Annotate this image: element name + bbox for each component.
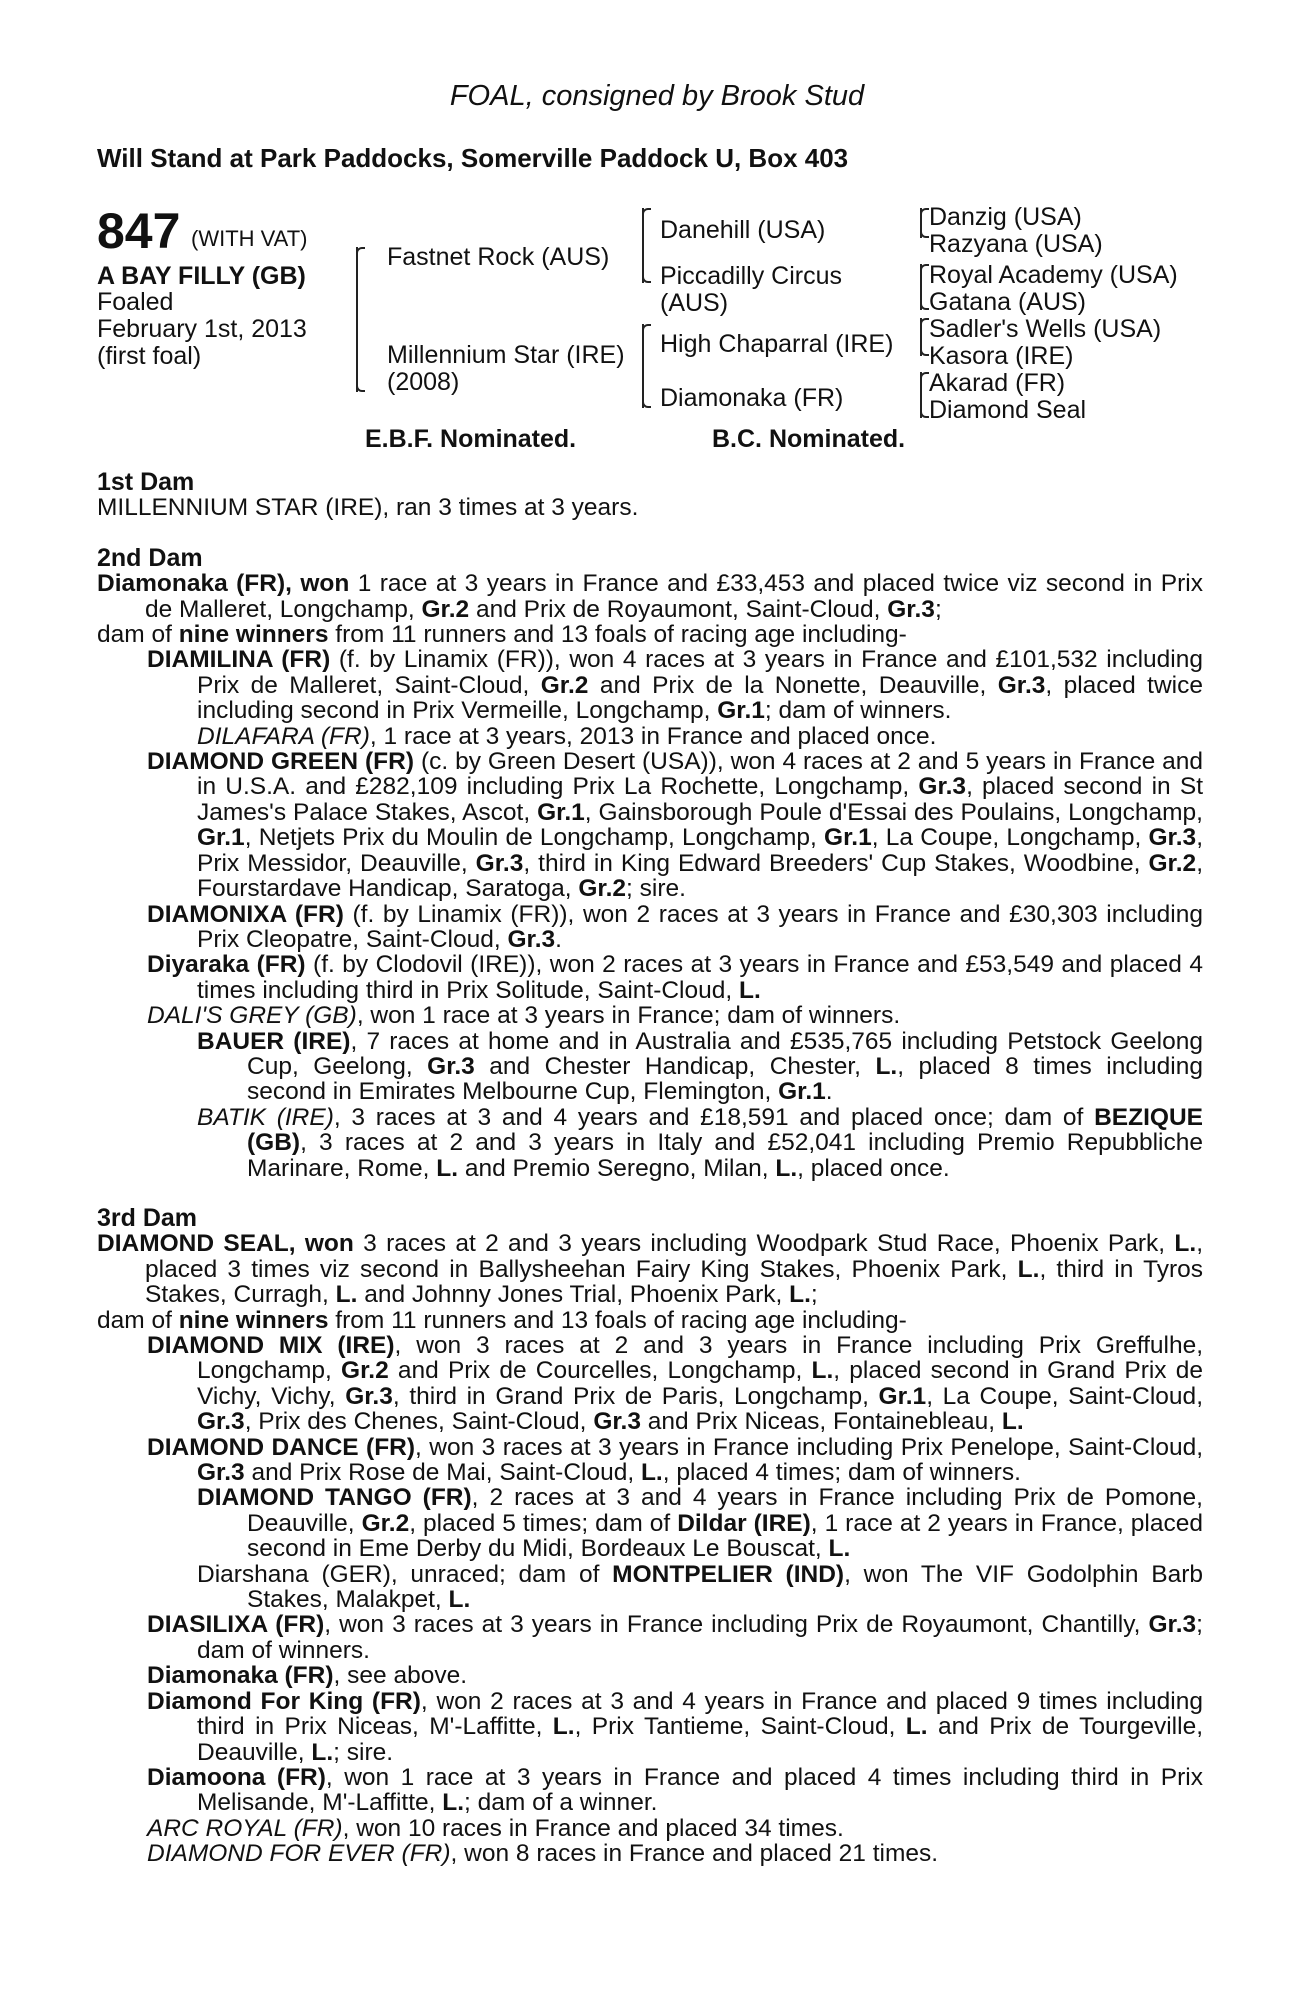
third-dam-intro: DIAMOND SEAL, won 3 races at 2 and 3 years including Woodpark Stud Race, Phoenix Park, L., placed 3 times viz second in Ballysheehan Fairy King Stakes, Phoenix Park, L., third in Tyros Stakes, Curragh, L. and Johnny Jones Trial, Phoenix Park, L.;: [97, 1230, 1203, 1309]
progeny-diasilixa: DIASILIXA (FR), won 3 races at 3 years in France including Prix de Royaumont, Chantilly, Gr.3; dam of winners.: [147, 1611, 1203, 1664]
third-dam-produce: dam of nine winners from 11 runners and 13 foals of racing age including-: [97, 1306, 907, 1334]
progeny-diamond-dance: DIAMOND DANCE (FR), won 3 races at 3 years in France including Prix Penelope, Saint-Cloud, Gr.3 and Prix Rose de Mai, Saint-Cloud, L., placed 4 times; dam of winners.: [147, 1433, 1204, 1487]
progeny-diamond-for-king: Diamond For King (FR), won 2 races at 3 and 4 years in France and placed 9 times including third in Prix Niceas, M'-Laffitte, L., Prix Tantieme, Saint-Cloud, L. and Prix de Tourgeville, Deauville, L.; sire.: [147, 1687, 1204, 1766]
pedigree-g5: Sadler's Wells (USA): [929, 315, 1162, 343]
progeny-diarshana: Diarshana (GER), unraced; dam of MONTPELIER (IND), won The VIF Godolphin Barb Stakes, Malakpet, L.: [197, 1560, 1204, 1614]
progeny-diamond-for-ever: DIAMOND FOR EVER (FR), won 8 races in France and placed 21 times.: [147, 1840, 939, 1868]
pedigree-dam: Millennium Star (IRE): [387, 341, 625, 369]
progeny-diyaraka: Diyaraka (FR) (f. by Clodovil (IRE)), won 2 races at 3 years in France and £53,549 and placed 4 times including third in Prix Solitude, Saint-Cloud, L.: [147, 951, 1204, 1004]
pedigree-dam-dam: Diamonaka (FR): [660, 384, 844, 412]
pedigree-brace-sire: [642, 208, 644, 283]
stand-location: Will Stand at Park Paddocks, Somerville Paddock U, Box 403: [97, 143, 849, 173]
first-dam-title: 1st Dam: [97, 468, 195, 496]
pedigree-sire-dam-country: (AUS): [660, 289, 729, 317]
progeny-arc-royal: ARC ROYAL (FR), won 10 races in France and placed 34 times.: [147, 1814, 844, 1842]
horse-name: A BAY FILLY (GB): [97, 262, 306, 290]
progeny-diamonixa: DIAMONIXA (FR) (f. by Linamix (FR)), won 2 races at 3 years in France and £30,303 including Prix Cleopatre, Saint-Cloud, Gr.3.: [147, 900, 1203, 953]
pedigree-g4: Gatana (AUS): [929, 288, 1087, 316]
third-dam-title: 3rd Dam: [97, 1203, 198, 1232]
pedigree-brace-main: [356, 247, 358, 392]
pedigree-g2: Razyana (USA): [929, 230, 1103, 258]
progeny-bauer: BAUER (IRE), 7 races at home and in Australia and £535,765 including Petstock Geelong Cup, Geelong, Gr.3 and Chester Handicap, Chester, L., placed 8 times including second in Emirates Melbourne Cup, Flemington, Gr.1.: [197, 1027, 1203, 1106]
progeny-diamond-mix: DIAMOND MIX (IRE), won 3 races at 2 and 3 years in France including Prix Greffulhe, Longchamp, Gr.2 and Prix de Courcelles, Longchamp, L., placed second in Grand Prix de Vichy, Vichy, Gr.3, third in Grand Prix de Paris, Longchamp, Gr.1, La Coupe, Saint-Cloud, Gr.3, Prix des Chenes, Saint-Cloud, Gr.3 and Prix Niceas, Fontainebleau, L.: [147, 1332, 1204, 1436]
pedigree-g3: Royal Academy (USA): [929, 261, 1178, 289]
pedigree-brace-g3: [920, 318, 922, 356]
foaled-date: February 1st, 2013: [97, 315, 307, 343]
pedigree-sire-dam: Piccadilly Circus: [660, 262, 842, 290]
second-dam-title: 2nd Dam: [97, 543, 203, 572]
progeny-diamonaka: Diamonaka (FR), see above.: [147, 1662, 467, 1690]
pedigree-brace-g1: [920, 208, 922, 238]
pedigree-g7: Akarad (FR): [929, 369, 1066, 397]
pedigree-g6: Kasora (IRE): [929, 342, 1074, 370]
second-dam-intro: Diamonaka (FR), won 1 race at 3 years in France and £33,453 and placed twice viz second in Prix de Malleret, Longchamp, Gr.2 and Prix de Royaumont, Saint-Cloud, Gr.3;: [97, 570, 1203, 623]
bc-nominated: B.C. Nominated.: [712, 425, 906, 453]
first-dam-text: MILLENNIUM STAR (IRE), ran 3 times at 3 years.: [97, 494, 639, 522]
ebf-nominated: E.B.F. Nominated.: [365, 425, 577, 453]
pedigree-brace-g2: [920, 264, 922, 310]
pedigree-g8: Diamond Seal: [929, 396, 1087, 424]
vat-note: (WITH VAT): [191, 226, 308, 251]
foal-note: (first foal): [97, 342, 202, 370]
progeny-diamond-green: DIAMOND GREEN (FR) (c. by Green Desert (USA)), won 4 races at 2 and 5 years in France and in U.S.A. and £282,109 including Prix La Rochette, Longchamp, Gr.3, placed second in St James's Palace Stakes, Ascot, Gr.1, Gainsborough Poule d'Essai des Poulains, Longchamp, Gr.1, Netjets Prix du Moulin de Longchamp, Longchamp, Gr.1, La Coupe, Longchamp, Gr.3, Prix Messidor, Deauville, Gr.3, third in King Edward Breeders' Cup Stakes, Woodbine, Gr.2, Fourstardave Handicap, Saratoga, Gr.2; sire.: [147, 748, 1204, 903]
progeny-batik: BATIK (IRE), 3 races at 3 and 4 years and £18,591 and placed once; dam of BEZIQUE (GB), 3 races at 2 and 3 years in Italy and £52,041 including Premio Repubbliche Marinare, Rome, L. and Premio Seregno, Milan, L., placed once.: [197, 1103, 1203, 1182]
progeny-dilafara: DILAFARA (FR), 1 race at 3 years, 2013 in France and placed once.: [197, 722, 937, 750]
progeny-diamond-tango: DIAMOND TANGO (FR), 2 races at 3 and 4 years in France including Prix de Pomone, Deauville, Gr.2, placed 5 times; dam of Dildar (IRE), 1 race at 2 years in France, placed second in Eme Derby du Midi, Bordeaux Le Bouscat, L.: [197, 1484, 1204, 1563]
lot-number: 847: [97, 203, 181, 259]
dam-record: [97, 470, 1203, 1867]
pedigree-dam-sire: High Chaparral (IRE): [660, 330, 894, 358]
second-dam-produce: dam of nine winners from 11 runners and 13 foals of racing age including-: [97, 621, 907, 649]
pedigree-dam-year: (2008): [387, 368, 460, 396]
progeny-dalis-grey: DALI'S GREY (GB), won 1 race at 3 years in France; dam of winners.: [147, 1002, 901, 1030]
foaled-label: Foaled: [97, 288, 174, 316]
second-dam-section: [97, 543, 1204, 1182]
consignment-heading: FOAL, consigned by Brook Stud: [449, 80, 865, 112]
pedigree-g1: Danzig (USA): [929, 203, 1082, 231]
pedigree-sire-sire: Danehill (USA): [660, 216, 826, 244]
pedigree-brace-g4: [920, 372, 922, 418]
pedigree-sire: Fastnet Rock (AUS): [387, 243, 610, 271]
third-dam-section: [97, 1203, 1204, 1868]
progeny-diamoona: Diamoona (FR), won 1 race at 3 years in France and placed 4 times including third in Prix Melisande, M'-Laffitte, L.; dam of a winner.: [147, 1763, 1203, 1817]
pedigree-brace-dam: [642, 324, 644, 408]
progeny-diamilina: DIAMILINA (FR) (f. by Linamix (FR)), won 4 races at 3 years in France and £101,532 including Prix de Malleret, Saint-Cloud, Gr.2 and Prix de la Nonette, Deauville, Gr.3, placed twice including second in Prix Vermeille, Longchamp, Gr.1; dam of winners.: [147, 646, 1203, 725]
first-dam-section: [97, 470, 1203, 521]
